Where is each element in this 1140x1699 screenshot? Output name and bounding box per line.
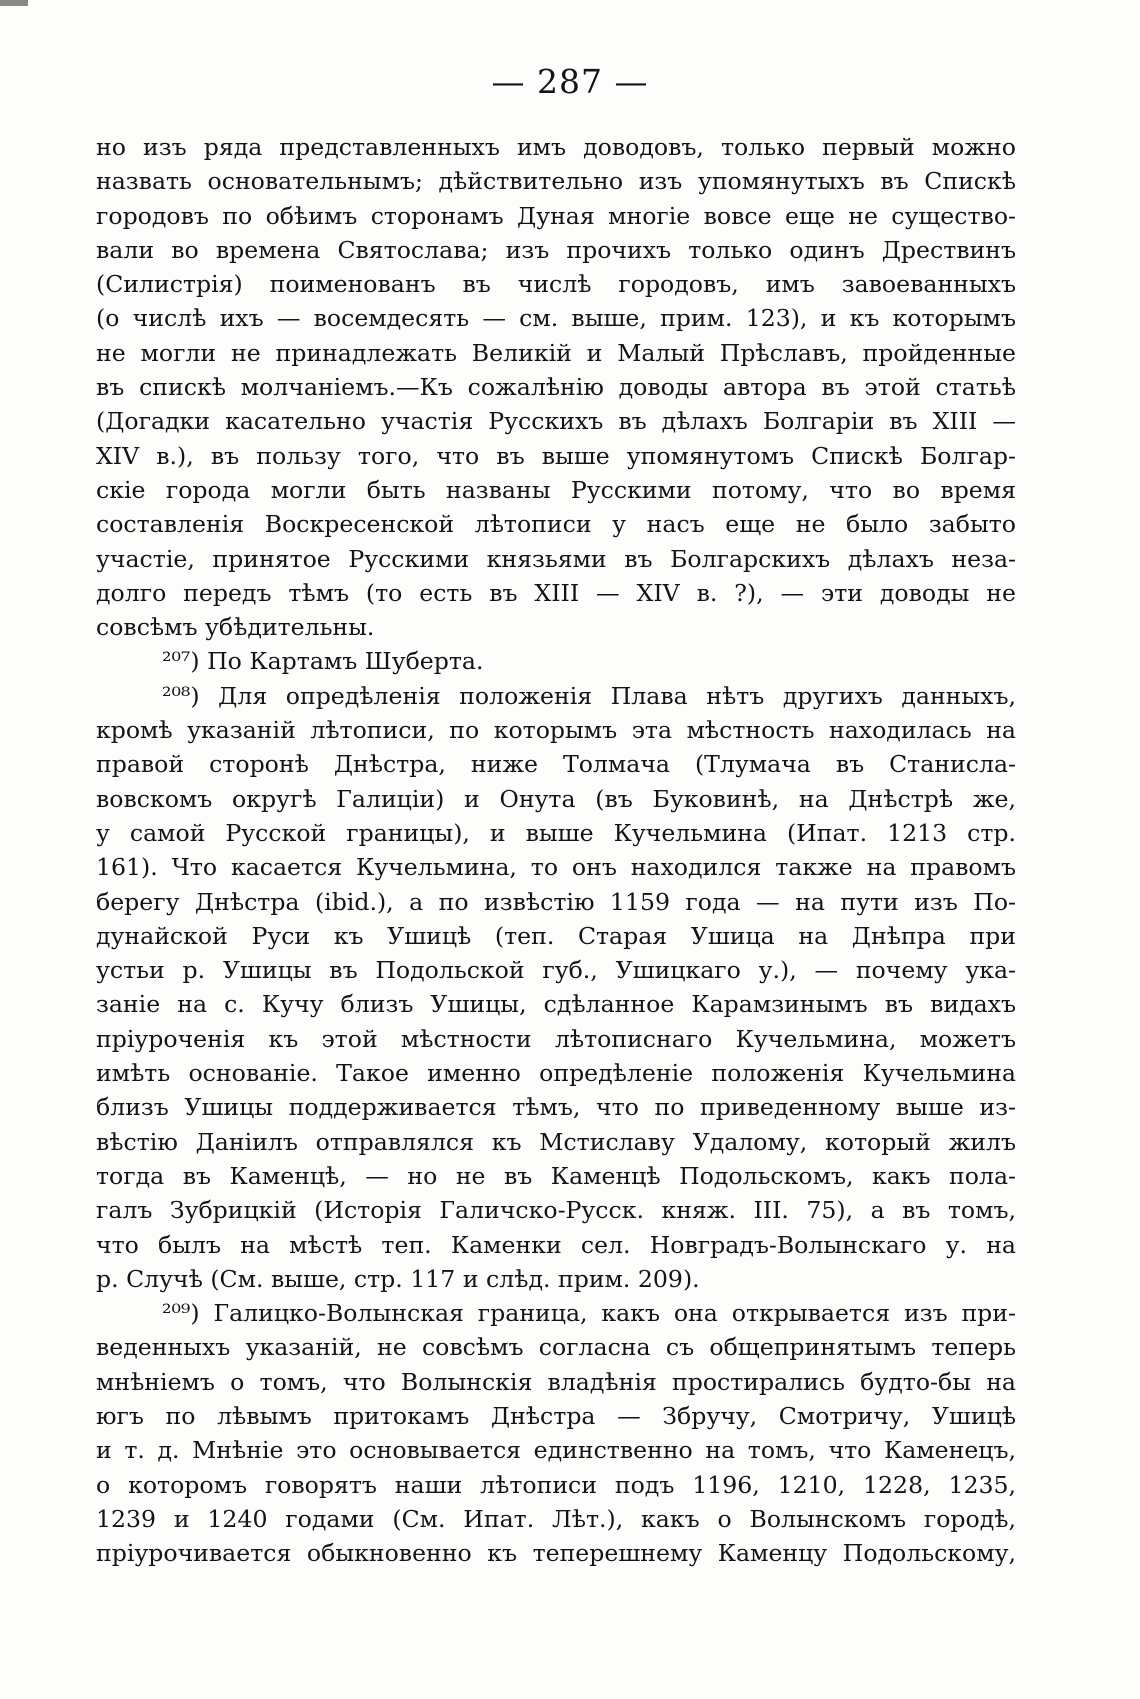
text-line: совсѣмъ убѣдительны. (96, 613, 375, 642)
text-line: устьи р. Ушицы въ Подольской губ., Ушицкаго у.), — почему ука- (96, 956, 1016, 985)
text-line: (Догадки касательно участія Русскихъ въ дѣлахъ Болгаріи въ XIII — (96, 407, 1016, 436)
text-line: XIV в.), въ пользу того, что въ выше упомянутомъ Спискѣ Болгар- (96, 441, 1016, 470)
text-line: берегу Днѣстра (ibid.), а по извѣстію 1159 года — на пути изъ По- (96, 887, 1016, 916)
text-line: участіе, принятое Русскими князьями въ Болгарскихъ дѣлахъ неза- (96, 544, 1016, 573)
text-line: тогда въ Каменцѣ, — но не въ Каменцѣ Подольскомъ, какъ пола- (96, 1161, 1016, 1190)
text-line: долго передъ тѣмъ (то есть въ XIII — XIV в. ?), — эти доводы не (96, 578, 1016, 607)
text-line: что былъ на мѣстѣ теп. Каменки сел. Новградъ-Волынскаго у. на (96, 1230, 1016, 1259)
text-line: городовъ по обѣимъ сторонамъ Дуная многіе вовсе еще не существо- (96, 201, 1016, 230)
text-line: пріуроченія къ этой мѣстности лѣтописнаго Кучельмина, можетъ (96, 1024, 1016, 1053)
text-line: галъ Зубрицкій (Исторія Галичско-Русск. княж. III. 75), а въ томъ, (96, 1196, 1016, 1225)
text-line: р. Случѣ (См. выше, стр. 117 и слѣд. прим. 209). (96, 1264, 700, 1293)
text-line: скіе города могли быть названы Русскими потому, что во время (96, 475, 1016, 504)
text-line: кромѣ указаній лѣтописи, по которымъ эта мѣстность находилась на (96, 716, 1016, 745)
text-line: заніе на с. Кучу близъ Ушицы, сдѣланное Карамзинымъ въ видахъ (96, 990, 1016, 1019)
text-line: въ спискѣ молчаніемъ.—Къ сожалѣнію доводы автора въ этой статьѣ (96, 373, 1016, 402)
text-line: близъ Ушицы поддерживается тѣмъ, что по приведенному выше из- (96, 1093, 1016, 1122)
text-line: дунайской Руси къ Ушицѣ (теп. Старая Ушица на Днѣпра при (96, 921, 1016, 950)
text-line: вѣстію Даніилъ отправлялся къ Мстиславу Удалому, который жилъ (96, 1127, 1016, 1156)
text-line: назвать основательнымъ; дѣйствительно изъ упомянутыхъ въ Спискѣ (96, 167, 1016, 196)
footnote-209: ²⁰⁹) Галицко-Волынская граница, какъ она открывается изъ при- (162, 1299, 1016, 1328)
page-number: — 287 — (491, 62, 649, 101)
text-line: имѣть основаніе. Такое именно опредѣленіе положенія Кучельмина (96, 1059, 1016, 1088)
text-line: и т. д. Мнѣніе это основывается единственно на томъ, что Каменецъ, (96, 1436, 1016, 1465)
text-line: 161). Что касается Кучельмина, то онъ находился также на правомъ (96, 853, 1016, 882)
text-line: не могли не принадлежать Великій и Малый Прѣславъ, пройденные (96, 338, 1016, 367)
text-line: (о числѣ ихъ — восемдесять — см. выше, прим. 123), и къ которымъ (96, 304, 1016, 333)
text-line: пріурочивается обыкновенно къ теперешнему Каменцу Подольскому, (96, 1539, 1016, 1568)
scan-artifact (0, 0, 28, 6)
text-line: 1239 и 1240 годами (См. Ипат. Лѣт.), какъ о Волынскомъ городѣ, (96, 1504, 1016, 1533)
footnote-207: ²⁰⁷) По Картамъ Шуберта. (162, 647, 484, 676)
text-line: но изъ ряда представленныхъ имъ доводовъ, только первый можно (96, 133, 1016, 161)
text-line: веденныхъ указаній, не совсѣмъ согласна съ общепринятымъ теперь (96, 1333, 1016, 1362)
text-line: правой сторонѣ Днѣстра, ниже Толмача (Тлумача въ Станисла- (96, 750, 1016, 779)
page-text (96, 130, 1016, 1570)
text-line: вовскомъ округѣ Галиціи) и Онута (въ Буковинѣ, на Днѣстрѣ же, (96, 784, 1016, 813)
text-line: составленія Воскресенской лѣтописи у насъ еще не было забыто (96, 510, 1016, 539)
text-line: югъ по лѣвымъ притокамъ Днѣстра — Збручу, Смотричу, Ушицѣ (96, 1401, 1016, 1430)
footnote-208: ²⁰⁸) Для опредѣленія положенія Плава нѣтъ другихъ данныхъ, (162, 681, 1016, 710)
text-line: о которомъ говорятъ наши лѣтописи подъ 1196, 1210, 1228, 1235, (96, 1470, 1016, 1499)
text-line: (Силистрія) поименованъ въ числѣ городовъ, имъ завоеванныхъ (96, 270, 1016, 299)
text-line: вали во времена Святослава; изъ прочихъ только одинъ Дреcтвинъ (96, 235, 1016, 264)
text-line: мнѣніемъ о томъ, что Волынскія владѣнія простирались будто-бы на (96, 1367, 1016, 1396)
text-line: у самой Русской границы), и выше Кучельмина (Ипат. 1213 стр. (96, 818, 1016, 847)
